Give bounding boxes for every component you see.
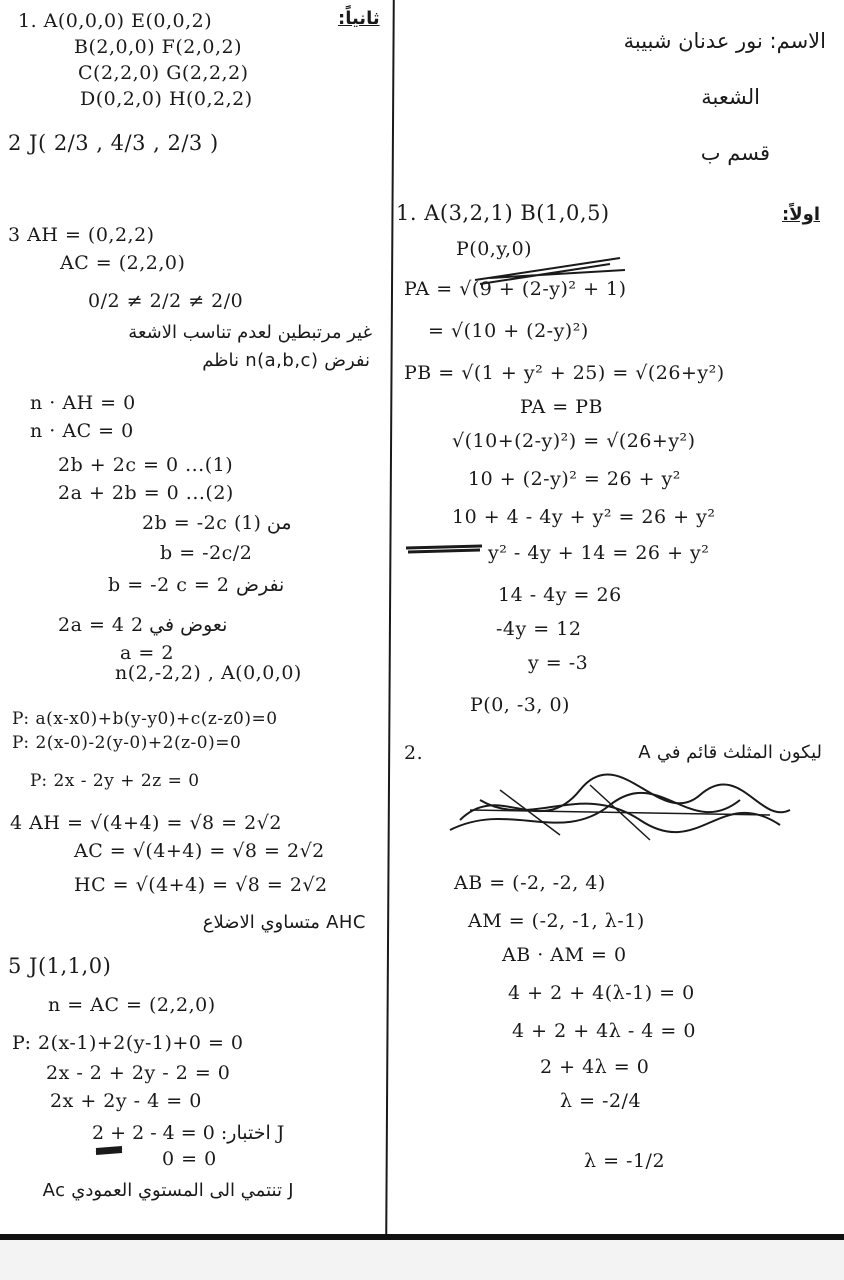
answer-line-arabic: نفرض n(a,b,c) ناظم: [202, 350, 370, 371]
student-section: الشعبة: [701, 85, 760, 109]
answer-line: 2 + 2 - 4 = 0 :اختبار J: [92, 1122, 285, 1144]
answer-line: 2b = -2c من (1): [142, 512, 292, 534]
answer-line: C(2,2,0) G(2,2,2): [78, 62, 249, 84]
answer-line-arabic: غير مرتبطين لعدم تناسب الاشعة: [128, 322, 372, 343]
answer-line: PA = √(9 + (2-y)² + 1): [404, 278, 627, 300]
answer-line: y² - 4y + 14 = 26 + y²: [488, 542, 710, 564]
answer-line: 3 AH = (0,2,2): [8, 224, 155, 246]
answer-line: 2x + 2y - 4 = 0: [50, 1090, 202, 1112]
answer-line: P(0, -3, 0): [470, 694, 570, 716]
answer-line: n = AC = (2,2,0): [48, 994, 216, 1016]
strike-through-scribble: [404, 538, 484, 558]
answer-line: AB · AM = 0: [502, 944, 627, 966]
answer-line: 14 - 4y = 26: [498, 584, 622, 606]
answer-line: AC = √(4+4) = √8 = 2√2: [74, 840, 325, 862]
answer-line: 4 + 2 + 4(λ-1) = 0: [508, 982, 695, 1004]
answer-line: √(10+(2-y)²) = √(26+y²): [452, 430, 696, 452]
student-name: الاسم: نور عدنان شبيبة: [623, 29, 826, 53]
answer-line: HC = √(4+4) = √8 = 2√2: [74, 874, 328, 896]
answer-line: 4 + 2 + 4λ - 4 = 0: [512, 1020, 696, 1042]
answer-line-arabic: AHC متساوي الاضلاع: [202, 912, 366, 933]
answer-line: B(2,0,0) F(2,0,2): [74, 36, 243, 58]
answer-line: 10 + 4 - 4y + y² = 26 + y²: [452, 506, 716, 528]
answer-line: P: a(x-x0)+b(y-y0)+c(z-z0)=0: [12, 709, 278, 729]
crossed-out-work-scribble: [440, 770, 800, 850]
answer-line: PB = √(1 + y² + 25) = √(26+y²): [404, 362, 725, 384]
answer-line: -4y = 12: [496, 618, 582, 640]
answer-line: D(0,2,0) H(0,2,2): [80, 88, 253, 110]
answer-line: 1. A(3,2,1) B(1,0,5): [396, 201, 610, 225]
answer-line: AB = (-2, -2, 4): [454, 872, 606, 894]
answer-line: P: 2(x-0)-2(y-0)+2(z-0)=0: [12, 733, 242, 753]
answer-line: b = -2 c = 2 نفرض: [108, 574, 285, 596]
scan-bottom-strip: [0, 1240, 844, 1280]
answer-line: n · AC = 0: [30, 420, 134, 442]
answer-line: 2a = 4 نعوض في 2: [58, 614, 228, 636]
column-divider: [385, 0, 395, 1236]
answer-line-arabic: J تنتمي الى المستوي العمودي Ac: [42, 1180, 294, 1201]
answer-line: 2a + 2b = 0 ...(2): [58, 482, 234, 504]
strike-through-scribble: [470, 250, 630, 290]
answer-line: AC = (2,2,0): [60, 252, 186, 274]
answer-line: n · AH = 0: [30, 392, 136, 414]
question-number: 2.: [404, 742, 424, 764]
answer-line: = √(10 + (2-y)²): [428, 320, 589, 342]
answer-line: a = 2: [120, 642, 174, 664]
answer-line: n(2,-2,2) , A(0,0,0): [115, 662, 302, 684]
answer-line: AM = (-2, -1, λ-1): [468, 910, 645, 932]
answer-line: 10 + (2-y)² = 26 + y²: [468, 468, 681, 490]
answer-line: y = -3: [528, 652, 589, 674]
answer-line: 4 AH = √(4+4) = √8 = 2√2: [10, 812, 282, 834]
answer-line: PA = PB: [520, 396, 604, 418]
answer-line: P(0,y,0): [456, 238, 533, 260]
answer-line: λ = -1/2: [584, 1150, 666, 1172]
answer-line: 2 + 4λ = 0: [540, 1056, 650, 1078]
answer-line: P: 2x - 2y + 2z = 0: [30, 771, 200, 791]
answer-line: b = -2c/2: [160, 542, 253, 564]
answer-line: 2 J( 2/3 , 4/3 , 2/3 ): [8, 131, 219, 155]
answer-line: λ = -2/4: [560, 1090, 642, 1112]
answer-line: 1. A(0,0,0) E(0,0,2): [18, 10, 213, 32]
answer-line: 0 = 0: [162, 1148, 217, 1170]
student-division: قسم ب: [700, 141, 770, 165]
answer-line-arabic: ليكون المثلث قائم في A: [638, 742, 822, 763]
section-header-second: ثانياً:: [338, 8, 380, 29]
answer-line: 2b + 2c = 0 ...(1): [58, 454, 234, 476]
answer-line: 2x - 2 + 2y - 2 = 0: [46, 1062, 231, 1084]
answer-line: 5 J(1,1,0): [8, 954, 112, 978]
strike-through-scribble: [94, 1142, 124, 1158]
answer-line: 0/2 ≠ 2/2 ≠ 2/0: [88, 290, 244, 312]
answer-line: P: 2(x-1)+2(y-1)+0 = 0: [12, 1032, 244, 1054]
section-header-first: اولاً:: [782, 204, 820, 225]
